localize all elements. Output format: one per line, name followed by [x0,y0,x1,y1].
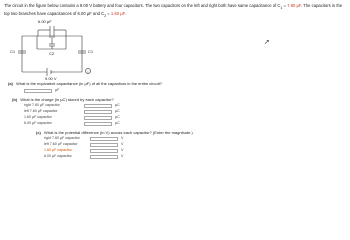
right-cap-label: C1 [88,49,94,54]
problem-intro-2: . The capacitors in the top two branches have capacitances of 6.00 µF and C [4,3,343,17]
part-c-input-1[interactable] [90,137,118,141]
part-c [36,130,193,135]
part-b-row [24,115,144,120]
part-b-unit: µC [115,103,120,107]
part-b-row [24,121,144,126]
battery-label: 9.00 V [45,76,57,80]
part-c-row-label: 1.60 µF capacitor [44,148,72,152]
part-b-input-4[interactable] [84,122,112,126]
problem-intro: The circuit in the figure below contains a 9.00 V battery and four capacitors. The two capacitors on the left and right both have same capacitance of C [4,3,281,8]
part-a-unit: µF [55,88,60,92]
part-c-row-label: 6.00 µF capacitor [44,154,72,158]
part-c-unit: V [121,136,124,140]
part-c-input-4[interactable] [90,155,118,159]
circuit-diagram [8,13,118,80]
part-c-input-3[interactable] [90,149,118,153]
mid-cap-label: C2 [49,51,55,56]
mouse-cursor-icon: ➚ [264,39,270,46]
part-b-input-1[interactable] [84,104,112,108]
part-c-row-label: left 7.60 µF capacitor [44,142,78,146]
left-cap-label: C1 [10,49,16,54]
part-a [8,81,162,86]
circuit-svg [8,13,118,80]
part-c-question: What is the potential difference (in V) across each capacitor? (Enter the magnitude.) [44,130,193,135]
top-cap-label: 6.00 µF [38,19,52,24]
part-c-unit: V [121,154,124,158]
problem-eq: = [282,3,288,8]
part-c-row-label: right 7.60 µF capacitor [44,136,80,140]
part-b-unit: µC [115,109,120,113]
part-b-row-label: left 7.60 µF capacitor [24,109,58,113]
part-b-input-3[interactable] [84,116,112,120]
part-c-unit: V [121,142,124,146]
part-c-row [44,154,164,159]
info-icon[interactable]: i [85,68,91,74]
part-b [12,97,114,102]
part-c-unit: V [121,148,124,152]
part-b-label: (b) [12,97,18,102]
problem-end: . [124,11,126,17]
c2-subscript: 2 [104,13,107,18]
part-b-row [24,109,144,114]
c2-value: 1.60 µF [110,11,125,17]
part-c-row [44,148,164,153]
part-c-row [44,136,164,141]
part-b-unit: µC [115,115,120,119]
part-c-row [44,142,164,147]
part-b-row [24,103,144,108]
c1-value: 7.60 µF [287,3,302,8]
c1-subscript: 1 [280,5,283,10]
part-a-label: (a) [8,81,13,86]
part-c-label: (c) [36,130,41,135]
part-b-question: What is the charge (in µC) stored by each capacitor? [20,97,114,102]
part-b-row-label: right 7.60 µF capacitor [24,103,60,107]
part-c-input-2[interactable] [90,143,118,147]
part-b-input-2[interactable] [84,110,112,114]
part-a-answer-row [24,88,84,93]
part-b-row-label: 1.60 µF capacitor [24,115,52,119]
part-a-question: What is the equivalent capacitance (in µF) of all the capacitors in the entire circuit? [16,81,162,86]
part-b-unit: µC [115,121,120,125]
problem-eq2: = [106,11,111,17]
part-b-row-label: 6.00 µF capacitor [24,121,52,125]
part-a-input[interactable] [24,89,52,93]
